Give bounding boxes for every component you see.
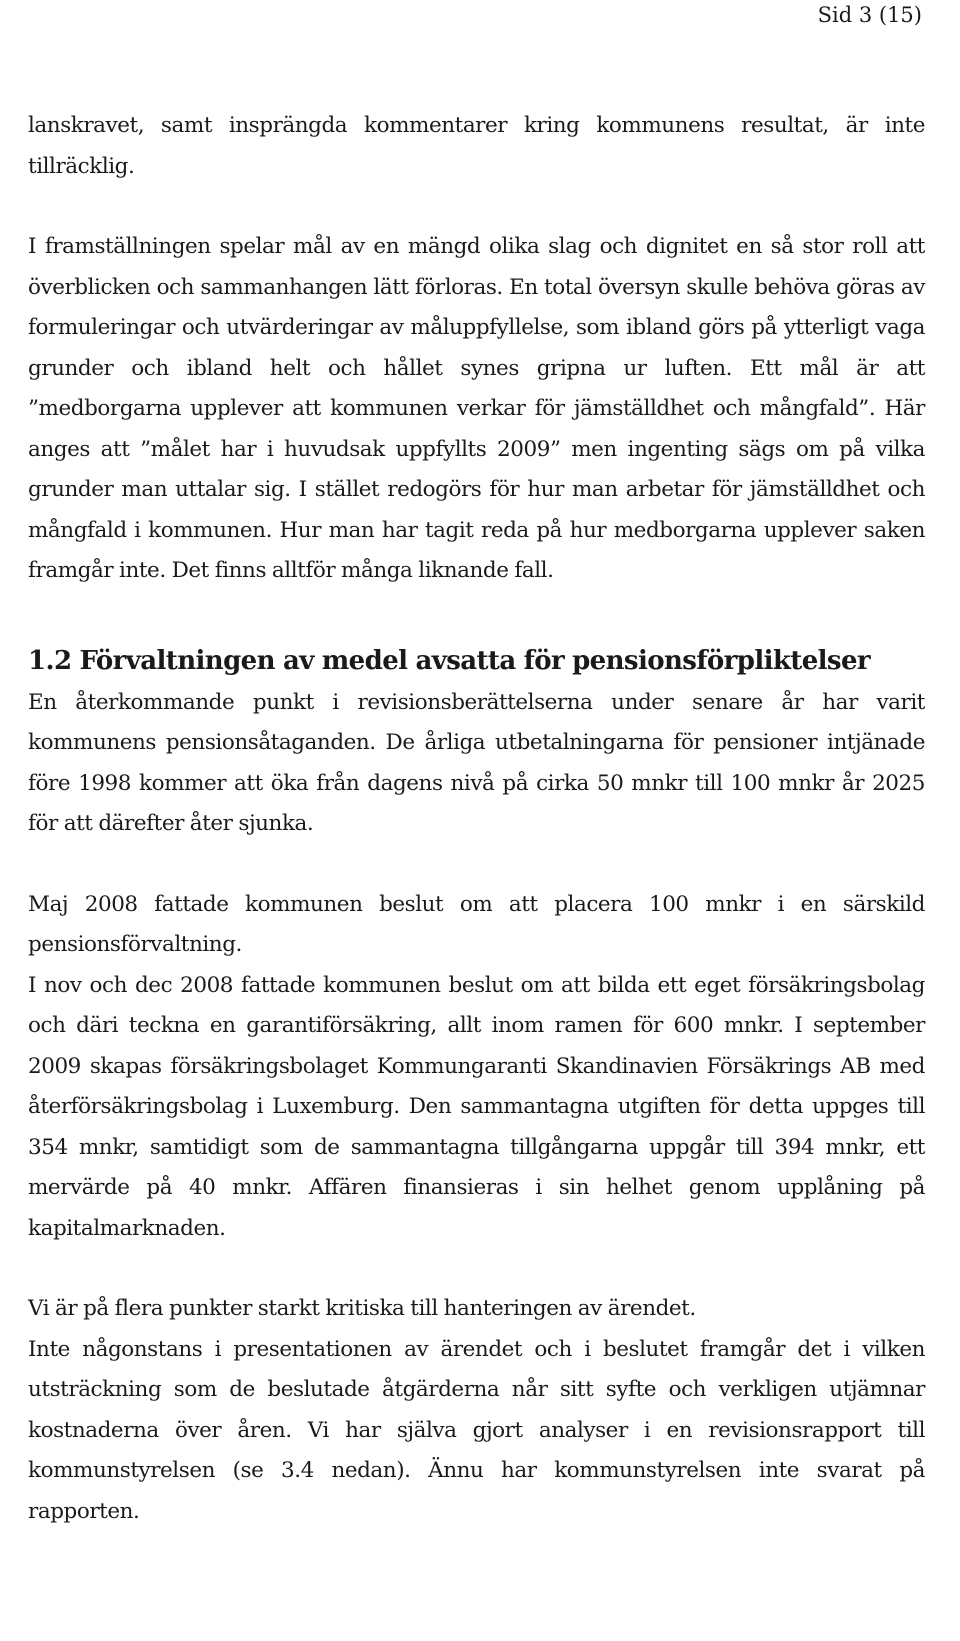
paragraph-4: Maj 2008 fattade kommunen beslut om att placera 100 mnkr i en särskild pensionsförvaltning. <box>28 891 925 957</box>
paragraph-2: I framställningen spelar mål av en mängd olika slag och dignitet en så stor roll att överblicken och sammanhangen lätt förloras. En total översyn skulle behöva göras av formuleringar och utvärderingar av måluppfyllelse, som ibland görs på ytterligt vaga grunder och ibland helt och hållet synes gripna ur luften. Ett mål är att ”medborgarna upplever att kommunen verkar för jämställdhet och mångfald”. Här anges att ”målet har i huvudsak uppfyllts 2009” men ingenting sägs om på vilka grunder man uttalar sig. I stället redogörs för hur man arbetar för jämställdhet och mångfald i kommunen. Hur man har tagit reda på hur medborgarna upplever saken framgår inte. Det finns alltför många liknande fall. <box>28 234 925 583</box>
document-body <box>28 106 925 1532</box>
paragraph-5: I nov och dec 2008 fattade kommunen beslut om att bilda ett eget försäkringsbolag och däri teckna en garantiförsäkring, allt inom ramen för 600 mnkr. I september 2009 skapas försäkringsbolaget Kommungaranti Skandinavien Försäkrings AB med återförsäkringsbolag i Luxemburg. Den sammantagna utgiften för detta uppges till 354 mnkr, samtidigt som de sammantagna tillgångarna uppgår till 394 mnkr, ett mervärde på 40 mnkr. Affären finansieras i sin helhet genom upplåning på kapitalmarknaden. <box>28 972 925 1241</box>
paragraph-3: En återkommande punkt i revisionsberättelserna under senare år har varit kommunens pensionsåtaganden. De årliga utbetalningarna för pensioner intjänade före 1998 kommer att öka från dagens nivå på cirka 50 mnkr till 100 mnkr år 2025 för att därefter åter sjunka. <box>28 689 925 836</box>
paragraph-6: Vi är på flera punkter starkt kritiska till hanteringen av ärendet. <box>28 1296 696 1321</box>
paragraph-1: lanskravet, samt insprängda kommentarer kring kommunens resultat, är inte tillräcklig. <box>28 113 925 179</box>
section-heading: 1.2 Förvaltningen av medel avsatta för pensionsförpliktelser <box>28 645 871 676</box>
paragraph-7: Inte någonstans i presentationen av ärendet och i beslutet framgår det i vilken utsträckning som de beslutade åtgärderna når sitt syfte och verkligen utjämnar kostnaderna över åren. Vi har själva gjort analyser i en revisionsrapport till kommunstyrelsen (se 3.4 nedan). Ännu har kommunstyrelsen inte svarat på rapporten. <box>28 1336 925 1524</box>
page-number: Sid 3 (15) <box>817 3 922 27</box>
